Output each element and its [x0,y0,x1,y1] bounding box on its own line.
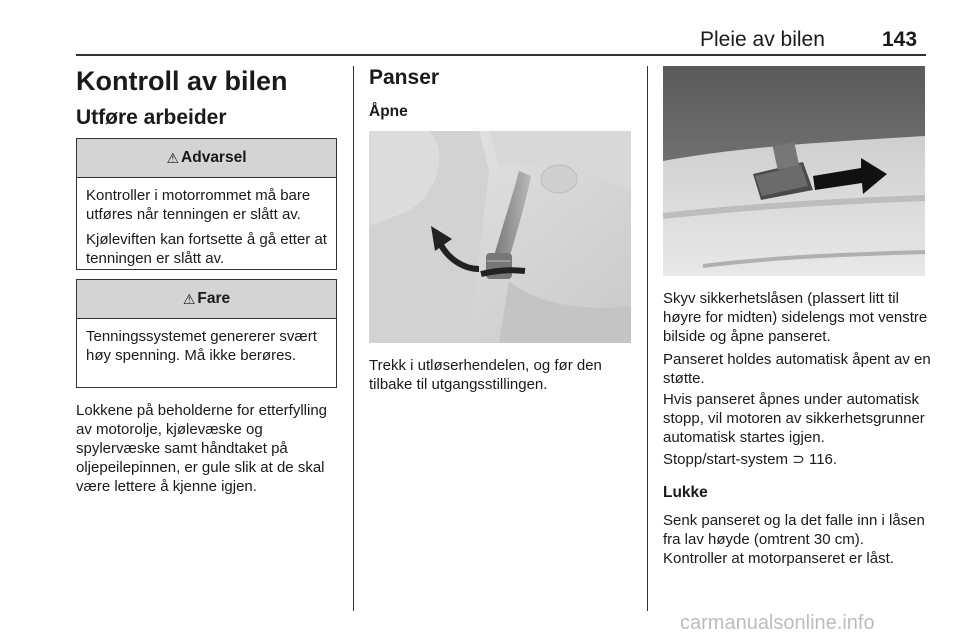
xref-page: 116. [808,451,838,468]
column-divider-1 [353,66,354,611]
watermark: carmanualsonline.info [680,612,875,634]
close-paragraph: Senk panseret og la det falle inn i låsen fra lav høyde (omtrent 30 cm). Kontroller at motorpanseret er låst. [663,512,925,567]
warning-box [76,138,337,270]
warning-box-title: Advarsel [181,149,247,166]
column-divider-2 [647,66,648,611]
warning-text-2: Kjøleviften kan fortsette å gå etter at tenningen er slått av. [86,231,327,267]
header-rule [76,54,926,56]
xref-arrow-icon: ⊃ [792,451,805,468]
danger-text: Tenningssystemet genererer svært høy spenning. Må ikke berøres. [86,328,317,364]
warning-text-1: Kontroller i motorrommet må bare utføres når tenningen er slått av. [86,187,311,223]
panser-heading: Panser [369,66,440,89]
body-paragraph: Lokkene på beholderne for etterfylling av motorolje, kjølevæske og spylervæske samt håndtaket på oljepeilepinnen, er gule slik at de skal være lettere å kjenne igjen. [76,402,328,495]
warning-box-header [77,139,336,178]
warning-triangle-icon: ⚠ [182,290,196,307]
warning-triangle-icon: ⚠ [166,149,180,166]
close-subheading: Lukke [663,484,708,501]
right-paragraph-1: Skyv sikkerhetslåsen (plassert litt til høyre for midten) sidelengs mot venstre bilside og åpne panseret. [663,290,928,345]
xref-text: Stopp/start-system [663,451,789,468]
section-heading: Kontroll av bilen [76,66,288,96]
right-paragraph-3: Hvis panseret åpnes under automatisk stopp, vil motoren av sikkerhetsgrunner automatisk startes igjen. [663,391,925,446]
release-caption: Trekk i utløserhendelen, og før den tilbake til utgangsstillingen. [369,357,602,393]
section-subheading: Utføre arbeider [76,106,227,129]
open-subheading: Åpne [369,103,408,120]
page-number: 143 [882,28,918,51]
danger-box-title: Fare [197,290,231,307]
running-header-title: Pleie av bilen [700,28,825,51]
release-lever-illustration [369,131,631,343]
danger-box-header [77,280,336,319]
danger-box [76,279,337,388]
cross-reference [663,450,931,469]
safety-catch-illustration [663,66,925,276]
right-paragraph-2: Panseret holdes automatisk åpent av en støtte. [663,351,931,387]
